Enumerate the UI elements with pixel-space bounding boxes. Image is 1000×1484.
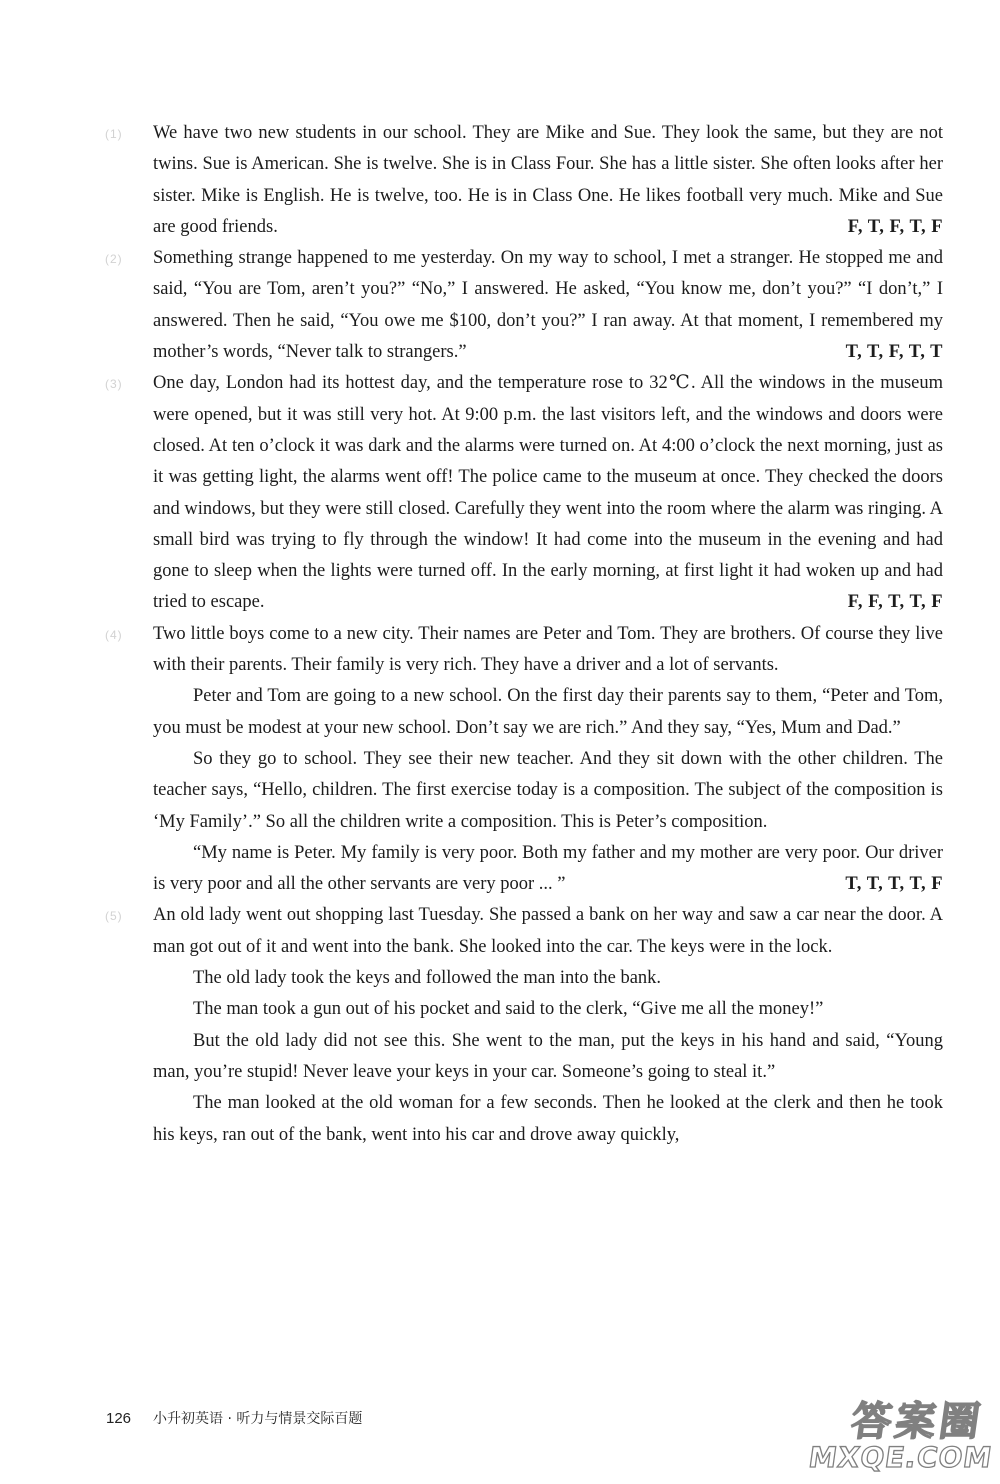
passage-2-marker: (2) [105, 252, 123, 267]
passage-4-text-3: So they go to school. They see their new teacher. And they sit down with the other children. The teacher says, “Hello, children. The first exercise today is a composition. The subject of the composition is ‘My Family’.” So all the children write a composition. This is Peter’s composition. [153, 748, 943, 832]
passage-4-answers: T, T, T, T, F [845, 874, 943, 895]
passage-5-text-2: The old lady took the keys and followed the man into the bank. [193, 968, 662, 989]
page-footer [106, 1405, 362, 1431]
watermark-chinese-text: 答案圈 [848, 1399, 987, 1445]
passage-5-marker: (5) [105, 909, 123, 924]
passage-3 [105, 368, 943, 618]
passage-4-text-4: “My name is Peter. My family is very poor. Both my father and my mother are very poor. Our driver is very poor and all the other servants are very poor ... ” [153, 842, 943, 895]
page-number: 126 [106, 1409, 132, 1427]
passage-5-paragraph-4 [153, 1026, 943, 1089]
passage-1-marker: (1) [105, 127, 123, 141]
passage-4-text-2: Peter and Tom are going to a new school. On the first day their parents say to them, “Peter and Tom, you must be modest at your new school. Don’t say we are rich.” And they say, “Yes, Mum and Dad.” [153, 686, 943, 738]
passage-4-paragraph-2 [153, 681, 943, 744]
passage-text-block [105, 118, 943, 1151]
passage-3-text: One day, London had its hottest day, and the temperature rose to 32℃. All the windows in the museum were opened, but it was still very hot. At 9:00 p.m. the last visitors left, and the windows and doors were closed. At ten o’clock it was dark and the alarms were turned on. At 4:00 o’clock the next morning, just as it was getting light, the alarms went off! The police came to the museum at once. They checked the doors and windows, but they were still closed. Carefully they went into the room where the alarm was ringing. A small bird was trying to fly through the window! It had come into the museum in the evening and had gone to sleep when the lights were turned off. In the early morning, at first light it had woken up and had tried to escape. [153, 373, 943, 613]
passage-2-answers: T, T, F, T, T [845, 342, 943, 363]
passage-4-marker: (4) [105, 627, 123, 642]
passage-5-text-4: But the old lady did not see this. She went to the man, put the keys in his hand and said, “Young man, you’re stupid! Never leave your keys in your car. Someone’s going to steal it.” [153, 1030, 943, 1082]
site-watermark [800, 1390, 995, 1474]
passage-5-text-5: The man looked at the old woman for a few seconds. Then he looked at the clerk and then he took his keys, ran out of the bank, went into his car and drove away quickly, [153, 1093, 943, 1145]
book-title: 小升初英语 · 听力与情景交际百题 [153, 1411, 363, 1427]
passage-4-paragraph-3 [153, 744, 943, 838]
passage-5-paragraph-5 [153, 1088, 943, 1151]
passage-5-text-3: The man took a gun out of his pocket and said to the clerk, “Give me all the money!” [193, 999, 824, 1020]
passage-5-text-1: An old lady went out shopping last Tuesday. She passed a bank on her way and saw a car near the door. A man got out of it and went into the bank. She looked into the car. The keys were in the lock. [153, 905, 943, 957]
passage-2 [105, 243, 943, 368]
passage-4-paragraph-4 [153, 838, 943, 901]
passage-3-marker: (3) [105, 377, 123, 392]
passage-1-answers: F, T, F, T, F [847, 216, 943, 237]
passage-1 [105, 118, 943, 243]
watermark-domain-text: MXQE.COM [806, 1441, 995, 1474]
passage-5-paragraph-3 [153, 994, 943, 1025]
passage-1-text: We have two new students in our school. They are Mike and Sue. They look the same, but they are not twins. Sue is American. She is twelve. She is in Class Four. She has a little sister. She often looks after her sister. Mike is English. He is twelve, too. He is in Class One. He likes football very much. Mike and Sue are good friends. [153, 123, 943, 237]
passage-5-paragraph-1 [105, 900, 943, 963]
passage-2-text: Something strange happened to me yesterday. On my way to school, I met a stranger. He stopped me and said, “You are Tom, aren’t you?” “No,” I answered. He asked, “You know me, don’t you?” “I don’t,” I answered. Then he said, “You owe me $100, don’t you?” I ran away. At that moment, I remembered my mother’s words, “Never talk to strangers.” [153, 248, 943, 363]
passage-5-paragraph-2 [153, 963, 943, 994]
passage-4-paragraph-1 [105, 619, 943, 682]
passage-4-text-1: Two little boys come to a new city. Their names are Peter and Tom. They are brothers. Of course they live with their parents. Their family is very rich. They have a driver and a lot of servants. [153, 623, 943, 676]
passage-3-answers: F, F, T, T, F [847, 592, 943, 613]
